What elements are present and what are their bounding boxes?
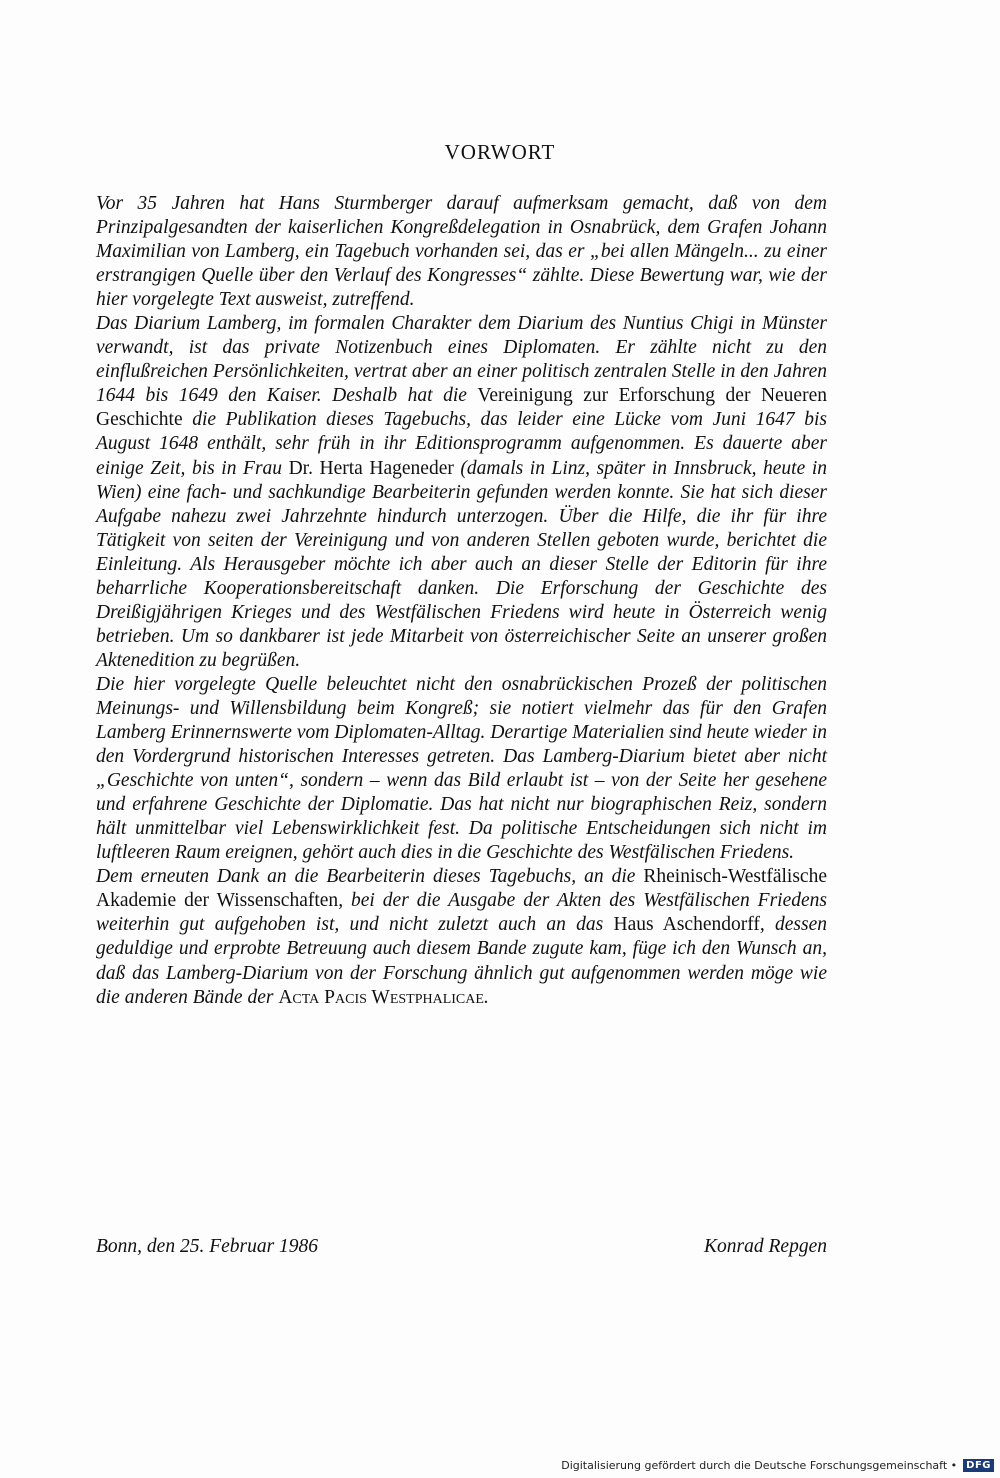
paragraph-segment: Vor 35 Jahren hat Hans Sturmberger darauf aufmerksam gemacht, daß von dem Prinzipalgesandten der kaiserlichen Kongreßdelegation in Osnabrück, dem Grafen Johann Maximilian von Lamberg, ein Tagebuch vorhanden sei, das er „bei allen Mängeln... zu einer erstrangigen Quelle über den Verlauf des Kongresses“ zählte. Diese Bewertung war, wie der hier vorgelegte Text ausweist, zutreffend. — [96, 193, 827, 311]
paragraph-segment: Rheinisch-Westfälische Akademie der Wissenschaften — [96, 866, 827, 912]
signature-row — [96, 1236, 827, 1258]
author-name: Konrad Repgen — [704, 1236, 827, 1257]
paragraph-segment: Die hier vorgelegte Quelle beleuchtet nicht den osnabrückischen Prozeß der politischen Meinungs- und Willensbildung beim Kongreß; sie notiert vielmehr das für den Grafen Lamberg Erinnernswerte vom Diplomaten-Alltag. Derartige Materialien sind heute wieder in den Vordergrund historischen Interesses getreten. Das Lamberg-Diarium bietet aber nicht „Geschichte von unten“, sondern – wenn das Bild erlaubt ist – von der Seite her gesehene und erfahrene Geschichte der Diplomatie. Das hat nicht nur biographischen Reiz, sondern hält unmittelbar viel Lebenswirklichkeit fest. Da politische Entscheidungen sich nicht im luftleeren Raum ereignen, gehört auch dies in die Geschichte des Westfälischen Friedens. — [96, 673, 827, 864]
dfg-logo: DFG — [963, 1459, 994, 1472]
page-title: VORWORT — [444, 140, 556, 164]
place-date: Bonn, den 25. Februar 1986 — [96, 1236, 319, 1257]
paragraph — [96, 192, 827, 312]
paragraph-segment: Dr. Herta Hageneder — [288, 457, 454, 479]
paragraph — [96, 673, 827, 865]
footer-text: Digitalisierung gefördert durch die Deutsche Forschungsgemeinschaft • — [561, 1459, 958, 1472]
digitization-footer — [561, 1459, 994, 1472]
paragraph-segment: Das Diarium Lamberg, im formalen Charakter dem Diarium des Nuntius Chigi in Münster verwandt, ist das private Notizenbuch eines Diplomaten. Er zählte nicht zu den einflußreichen Persönlichkeiten, vertrat aber an einer politisch zentralen Stelle in den Jahren 1644 bis 1649 den Kaiser. Deshalb hat die — [96, 313, 827, 407]
paragraph-segment: Haus Aschendorff — [613, 914, 760, 936]
paragraph-segment: die Publikation dieses Tagebuchs, das leider eine Lücke vom Juni 1647 bis August 1648 enthält, sehr früh in ihr Editionsprogramm aufgenommen. Es dauerte aber einige Zeit, bis in Frau — [96, 409, 827, 479]
paragraph — [96, 312, 827, 673]
paragraph-segment: , bei der die Ausgabe der Akten des Westfälischen Friedens weiterhin gut aufgehoben ist, und nicht zuletzt auch an das — [96, 890, 827, 936]
preface-body — [96, 192, 827, 1010]
paragraph-segment: , dessen geduldige und erprobte Betreuung auch diesem Bande zugute kam, füge ich den Wunsch an, daß das Lamberg-Diarium von der Forschung ähnlich gut aufgenommen werden möge wie die anderen Bände der — [96, 914, 827, 1008]
paragraph-segment: (damals in Linz, später in Innsbruck, heute in Wien) eine fach- und sachkundige Bearbeiterin gefunden werden konnte. Sie hat sich dieser Aufgabe nahezu zwei Jahrzehnte hindurch unterzogen. Über die Hilfe, die ihr für ihre Tätigkeit von seiten der Vereinigung und von anderen Stellen geboten wurde, berichtet die Einleitung. Als Herausgeber möchte ich aber auch an dieser Stelle der Editorin für ihre beharrliche Kooperationsbereitschaft danken. Die Erforschung der Geschichte des Dreißigjährigen Krieges und des Westfälischen Friedens wird heute in Österreich wenig betrieben. Um so dankbarer ist jede Mitarbeit von österreichischer Seite an unserer großen Aktenedition zu begrüßen. — [96, 457, 827, 671]
paragraph-segment: Acta Pacis Westphalicae — [278, 986, 484, 1008]
paragraph-segment: Dem erneuten Dank an die Bearbeiterin dieses Tagebuchs, an die — [96, 866, 644, 888]
paragraph-segment: . — [483, 986, 489, 1008]
paragraph-segment: Vereinigung zur Erforschung der Neueren Geschichte — [96, 385, 827, 431]
paragraph — [96, 865, 827, 1009]
